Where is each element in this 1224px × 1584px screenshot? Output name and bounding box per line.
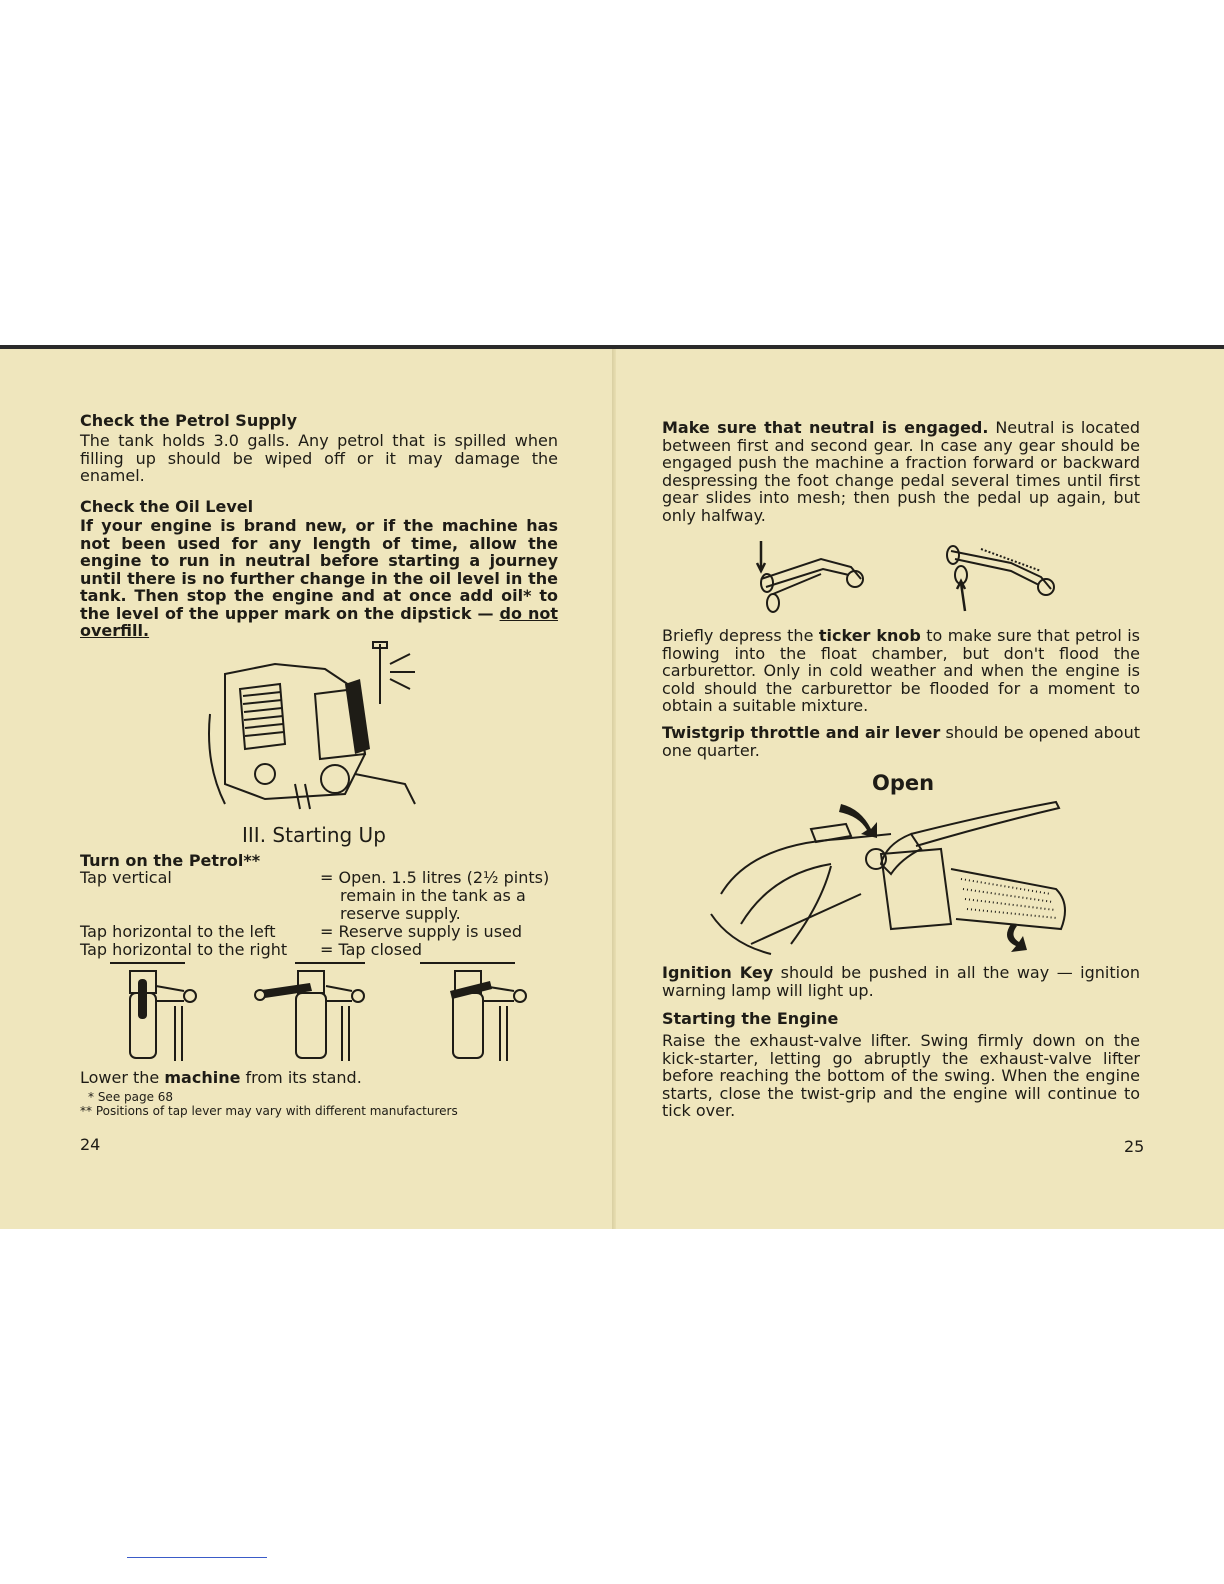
oil-warning: do not overfill. [80, 603, 559, 640]
throttle-suffix: should be opened about one quarter. [662, 723, 1140, 760]
oil-body [80, 517, 558, 640]
left-page [0, 349, 612, 1229]
tap-row-label: Tap horizontal to the right [80, 940, 288, 959]
gear-pedal-up-illustration [941, 541, 1066, 613]
page-number-right: 25 [1124, 1137, 1145, 1156]
tap-row-value: = Reserve supply is used [320, 922, 523, 941]
petrol-heading: Check the Petrol Supply [80, 411, 298, 430]
section-title: III. Starting Up [242, 823, 386, 847]
page-number-left: 24 [80, 1135, 101, 1154]
tap-row-value: = Open. 1.5 litres (2½ pints) [320, 868, 550, 887]
petrol-tap-vertical-illustration [100, 961, 190, 1066]
ignition-paragraph [662, 964, 1140, 999]
neutral-paragraph [662, 419, 1140, 524]
ignition-bold: Ignition Key [662, 963, 774, 982]
right-page [616, 349, 1224, 1229]
neutral-body: Neutral is located between first and second gear. In case any gear should be engaged push the machine a fraction forward or backward despressing the foot change pedal several times until first gear slides into mesh; then push the pedal up again, but only halfway. [662, 418, 1141, 525]
footnote-2: ** Positions of tap lever may vary with different manufacturers [80, 1104, 458, 1118]
gear-pedal-down-illustration [751, 539, 876, 609]
tap-row-label: Tap horizontal to the left [80, 922, 276, 941]
ignition-suffix: should be pushed in all the way — ignition warning lamp will light up. [662, 963, 1141, 1000]
lower-machine-text [80, 1069, 362, 1087]
oil-body-text: If your engine is brand new, or if the machine has not been used for any length of time, allow the engine to run in neutral before starting a journey until there is no further change in the oil level in the tank. Then stop the engine and at once add oil* to the level of the upper mark on the dipstick — [80, 516, 558, 623]
twistgrip-throttle-illustration [711, 794, 1071, 954]
petrol-tap-right-illustration [420, 961, 535, 1066]
neutral-bold: Make sure that neutral is engaged. [662, 418, 989, 437]
throttle-paragraph [662, 724, 1140, 759]
tap-row-value: remain in the tank as a [340, 886, 526, 905]
open-label: Open [872, 771, 935, 795]
tap-row-value: = Tap closed [320, 940, 423, 959]
engine-oil-illustration [205, 634, 420, 809]
throttle-bold: Twistgrip throttle and air lever [662, 723, 941, 742]
lower-bold: machine [164, 1068, 241, 1087]
petrol-body: The tank holds 3.0 galls. Any petrol that is spilled when filling up should be wiped off or it may damage the enamel. [80, 431, 558, 485]
tap-row-label: Tap vertical [80, 868, 172, 887]
ticker-bold: ticker knob [818, 626, 921, 645]
tap-row-value: reserve supply. [340, 904, 461, 923]
petrol-tap-left-illustration [250, 961, 370, 1066]
footnote-1: * See page 68 [88, 1090, 174, 1104]
oil-heading: Check the Oil Level [80, 497, 254, 516]
lower-prefix: Lower the [80, 1068, 165, 1087]
starting-body: Raise the exhaust-valve lifter. Swing firmly down on the kick-starter, letting go abruptly the exhaust-valve lifter before reaching the bottom of the swing. When the engine starts, close the twist-grip and the engine will continue to tick over. [662, 1031, 1140, 1120]
turn-on-heading: Turn on the Petrol** [80, 851, 261, 870]
starting-heading: Starting the Engine [662, 1009, 839, 1028]
ticker-prefix: Briefly depress the [662, 626, 819, 645]
lower-suffix: from its stand. [240, 1068, 362, 1087]
manual-spread [0, 345, 1224, 1229]
ticker-paragraph [662, 627, 1140, 715]
ticker-suffix: to make sure that petrol is flowing into the float chamber, but don't flood the carburettor. Only in cold weather and when the engine is cold should the carburettor be flooded for a moment to obtain a suitable mixture. [662, 626, 1140, 715]
bottom-rule [127, 1557, 267, 1558]
